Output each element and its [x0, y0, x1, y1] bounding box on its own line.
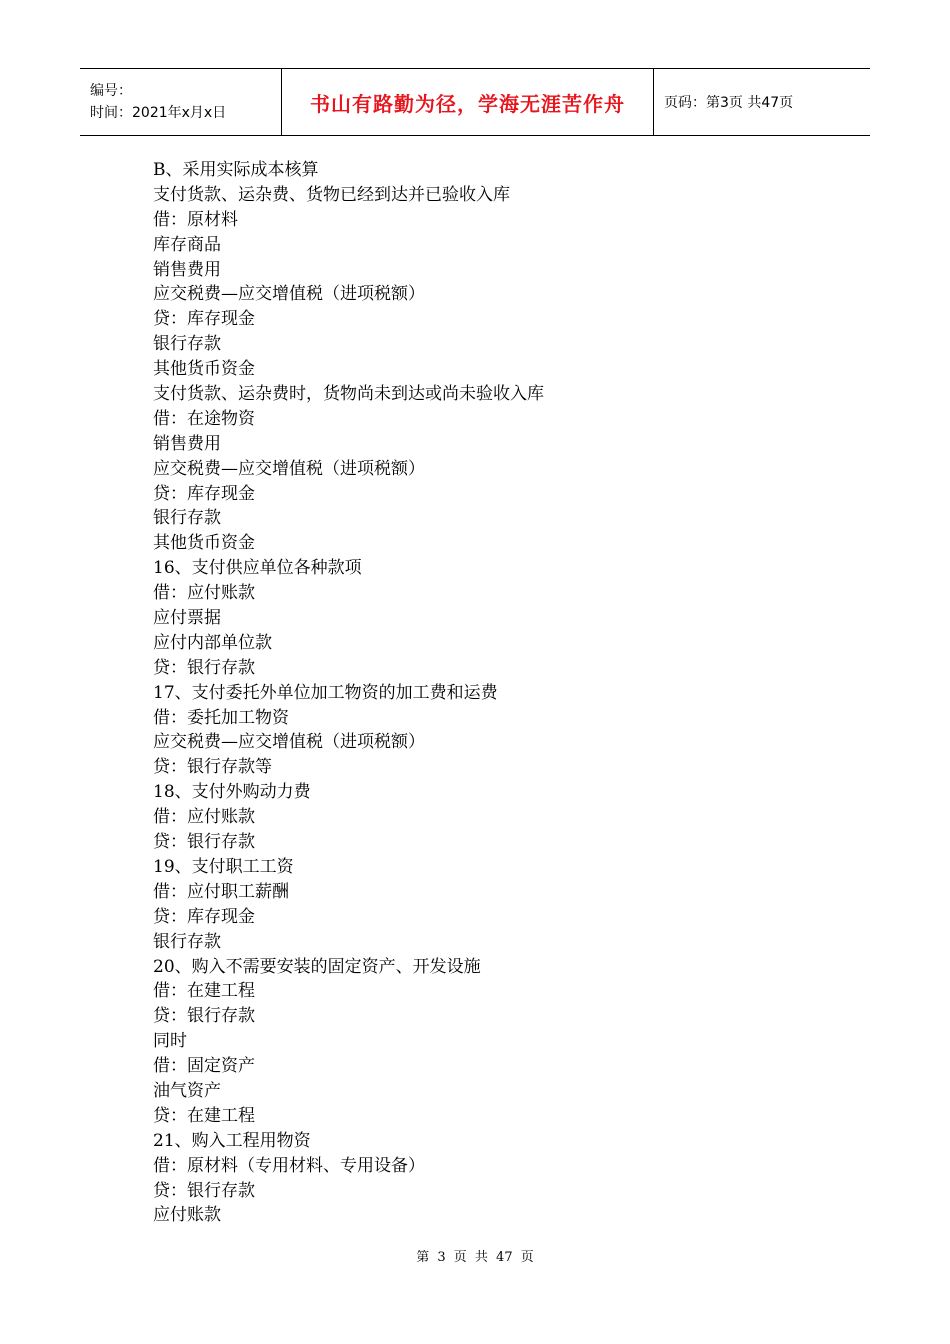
text-line: 贷：银行存款	[153, 832, 255, 853]
header-info-cell	[80, 69, 282, 135]
text-line: 20、购入不需要安装的固定资产、开发设施	[153, 956, 481, 977]
document-body	[153, 158, 853, 1228]
text-line: 18、支付外购动力费	[153, 782, 311, 803]
text-line: 应交税费—应交增值税（进项税额）	[153, 732, 425, 753]
header-motto-cell	[282, 69, 654, 135]
text-line: B、采用实际成本核算	[153, 160, 319, 180]
text-line: 借：固定资产	[153, 1056, 255, 1077]
header-page-info: 页码：第3页 共47页	[664, 95, 794, 111]
text-line: 19、支付职工工资	[153, 856, 294, 877]
text-line: 21、购入工程用物资	[153, 1130, 311, 1151]
page-footer: 第 3 页 共 47 页	[416, 1250, 534, 1265]
text-line: 借：委托加工物资	[153, 707, 289, 728]
text-line: 银行存款	[153, 931, 221, 952]
document-time-label: 时间：2021年x月x日	[90, 105, 227, 121]
text-line: 借：应付账款	[153, 583, 255, 604]
text-line: 销售费用	[153, 259, 221, 280]
text-line: 支付货款、运杂费、货物已经到达并已验收入库	[153, 184, 510, 205]
text-line: 支付货款、运杂费时，货物尚未到达或尚未验收入库	[153, 384, 544, 405]
text-line: 其他货币资金	[153, 359, 255, 380]
text-line: 银行存款	[153, 508, 221, 529]
text-line: 借：应付职工薪酬	[153, 881, 289, 902]
text-line: 借：在建工程	[153, 981, 255, 1002]
text-line: 借：原材料	[153, 209, 238, 230]
text-line: 贷：银行存款等	[153, 757, 272, 778]
text-line: 贷：库存现金	[153, 483, 255, 504]
text-line: 贷：库存现金	[153, 906, 255, 927]
text-line: 银行存款	[153, 334, 221, 355]
text-line: 油气资产	[153, 1080, 221, 1101]
text-line: 应付账款	[153, 1205, 221, 1226]
header-motto: 书山有路勤为径，学海无涯苦作舟	[310, 91, 625, 116]
text-line: 贷：库存现金	[153, 309, 255, 330]
document-number-label: 编号：	[90, 83, 132, 99]
header-page-cell	[654, 69, 870, 135]
text-line: 16、支付供应单位各种款项	[153, 558, 362, 579]
text-line: 贷：银行存款	[153, 1180, 255, 1201]
text-line: 应付内部单位款	[153, 632, 272, 653]
text-line: 销售费用	[153, 433, 221, 454]
text-line: 库存商品	[153, 234, 221, 255]
page-header	[80, 68, 870, 136]
text-line: 应交税费—应交增值税（进项税额）	[153, 458, 425, 479]
text-line: 借：在途物资	[153, 408, 255, 429]
text-line: 贷：在建工程	[153, 1105, 255, 1126]
text-line: 贷：银行存款	[153, 657, 255, 678]
text-line: 17、支付委托外单位加工物资的加工费和运费	[153, 682, 498, 703]
text-line: 其他货币资金	[153, 533, 255, 554]
text-line: 应交税费—应交增值税（进项税额）	[153, 284, 425, 305]
text-line: 同时	[153, 1031, 187, 1052]
text-line: 应付票据	[153, 608, 221, 629]
text-line: 借：应付账款	[153, 807, 255, 828]
text-line: 借：原材料（专用材料、专用设备）	[153, 1155, 425, 1176]
text-line: 贷：银行存款	[153, 1006, 255, 1027]
